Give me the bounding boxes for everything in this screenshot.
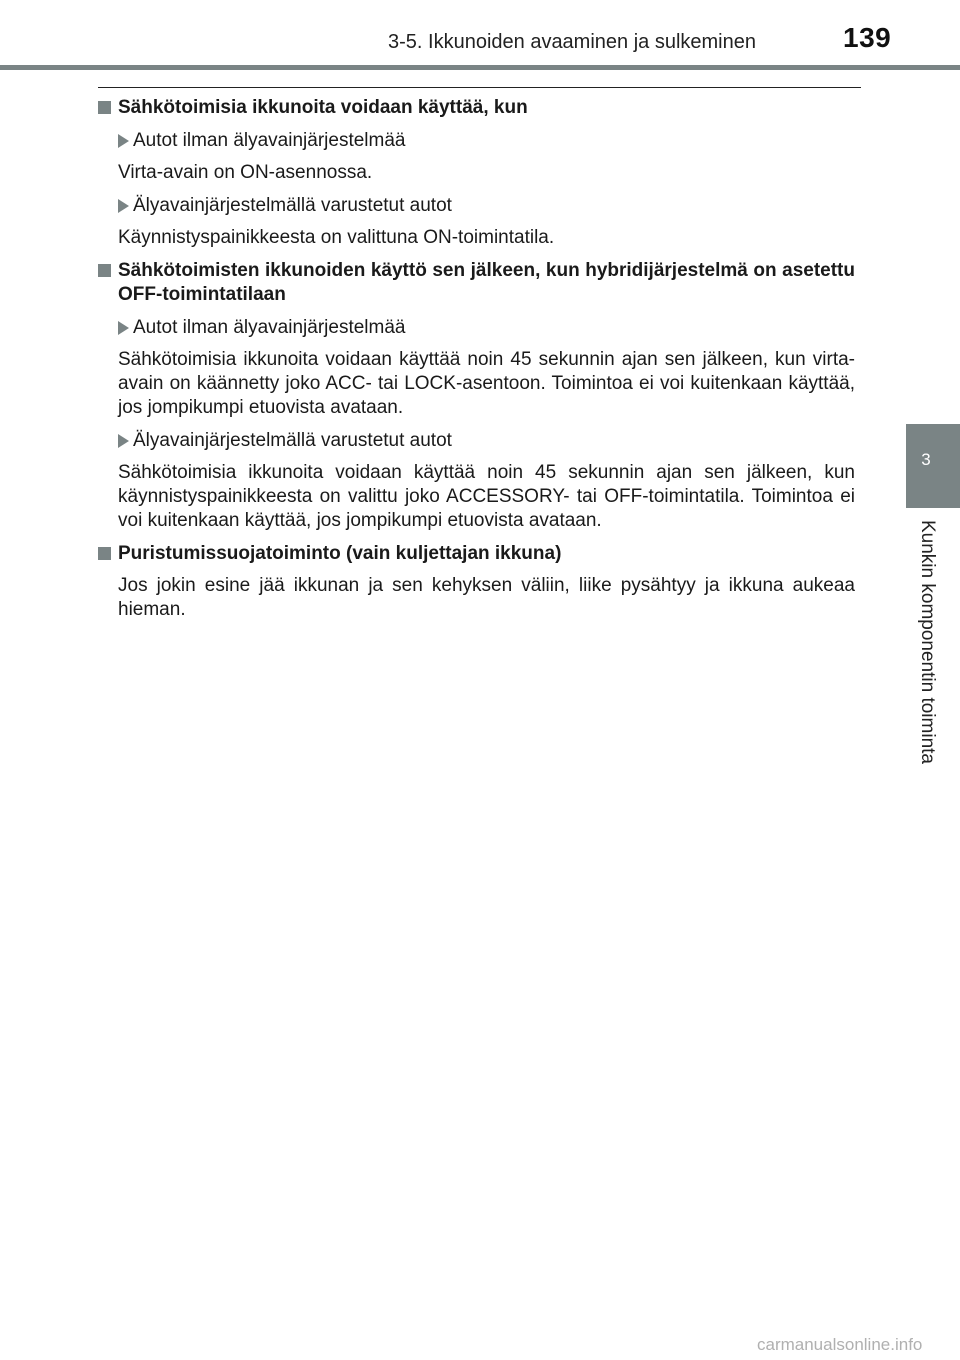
sub-bullet-text: Älyavainjärjestelmällä varustetut autot (133, 195, 452, 216)
square-bullet-icon (98, 547, 111, 560)
sub-bullet (98, 129, 855, 153)
triangle-bullet-icon (118, 134, 129, 148)
sub-bullet-text: Älyavainjärjestelmällä varustetut autot (133, 430, 452, 451)
square-bullet-icon (98, 101, 111, 114)
section-heading-text: Sähkötoimisia ikkunoita voidaan käyttää, kun (118, 97, 528, 118)
section-heading-text: Sähkötoimisten ikkunoiden käyttö sen jälkeen, kun hybridijärjestelmä on asetettu OFF-toimintatilaan (118, 260, 855, 305)
triangle-bullet-icon (118, 199, 129, 213)
section-heading-text: Puristumissuojatoiminto (vain kuljettajan ikkuna) (118, 543, 562, 564)
side-tab-number: 3 (921, 450, 931, 469)
sub-bullet (98, 429, 855, 453)
paragraph: Sähkötoimisia ikkunoita voidaan käyttää noin 45 sekunnin ajan sen jälkeen, kun käynnistyspainikkeesta on valittu joko ACCESSORY- tai OFF-toimintatila. Toimintoa ei voi kuitenkaan käyttää, jos jompikumpi etuovista avataan. (118, 462, 855, 531)
sub-bullet-text: Autot ilman älyavainjärjestelmää (133, 130, 406, 151)
header-bar (0, 65, 960, 70)
paragraph: Jos jokin esine jää ikkunan ja sen kehyksen väliin, liike pysähtyy ja ikkuna aukeaa hieman. (118, 575, 855, 620)
content (98, 96, 855, 622)
section-heading (98, 259, 855, 307)
side-tab[interactable] (906, 424, 960, 508)
side-tab-label: Kunkin komponentin toiminta (917, 520, 938, 764)
section-heading (98, 96, 855, 120)
top-rule (98, 87, 861, 88)
section-heading (98, 542, 855, 566)
sub-bullet (98, 316, 855, 340)
watermark: carmanualsonline.info (757, 1335, 923, 1354)
paragraph: Sähkötoimisia ikkunoita voidaan käyttää noin 45 sekunnin ajan sen jälkeen, kun virta-avain on käännetty joko ACC- tai LOCK-asentoon. Toimintoa ei voi kuitenkaan käyttää, jos jompikumpi etuovista avataan. (118, 349, 855, 418)
square-bullet-icon (98, 264, 111, 277)
sub-bullet (98, 194, 855, 218)
paragraph: Virta-avain on ON-asennossa. (118, 162, 373, 183)
header-section-title: 3-5. Ikkunoiden avaaminen ja sulkeminen (388, 31, 756, 53)
paragraph: Käynnistyspainikkeesta on valittuna ON-toimintatila. (118, 227, 555, 248)
sub-bullet-text: Autot ilman älyavainjärjestelmää (133, 317, 406, 338)
triangle-bullet-icon (118, 321, 129, 335)
triangle-bullet-icon (118, 434, 129, 448)
page-number: 139 (843, 22, 892, 53)
